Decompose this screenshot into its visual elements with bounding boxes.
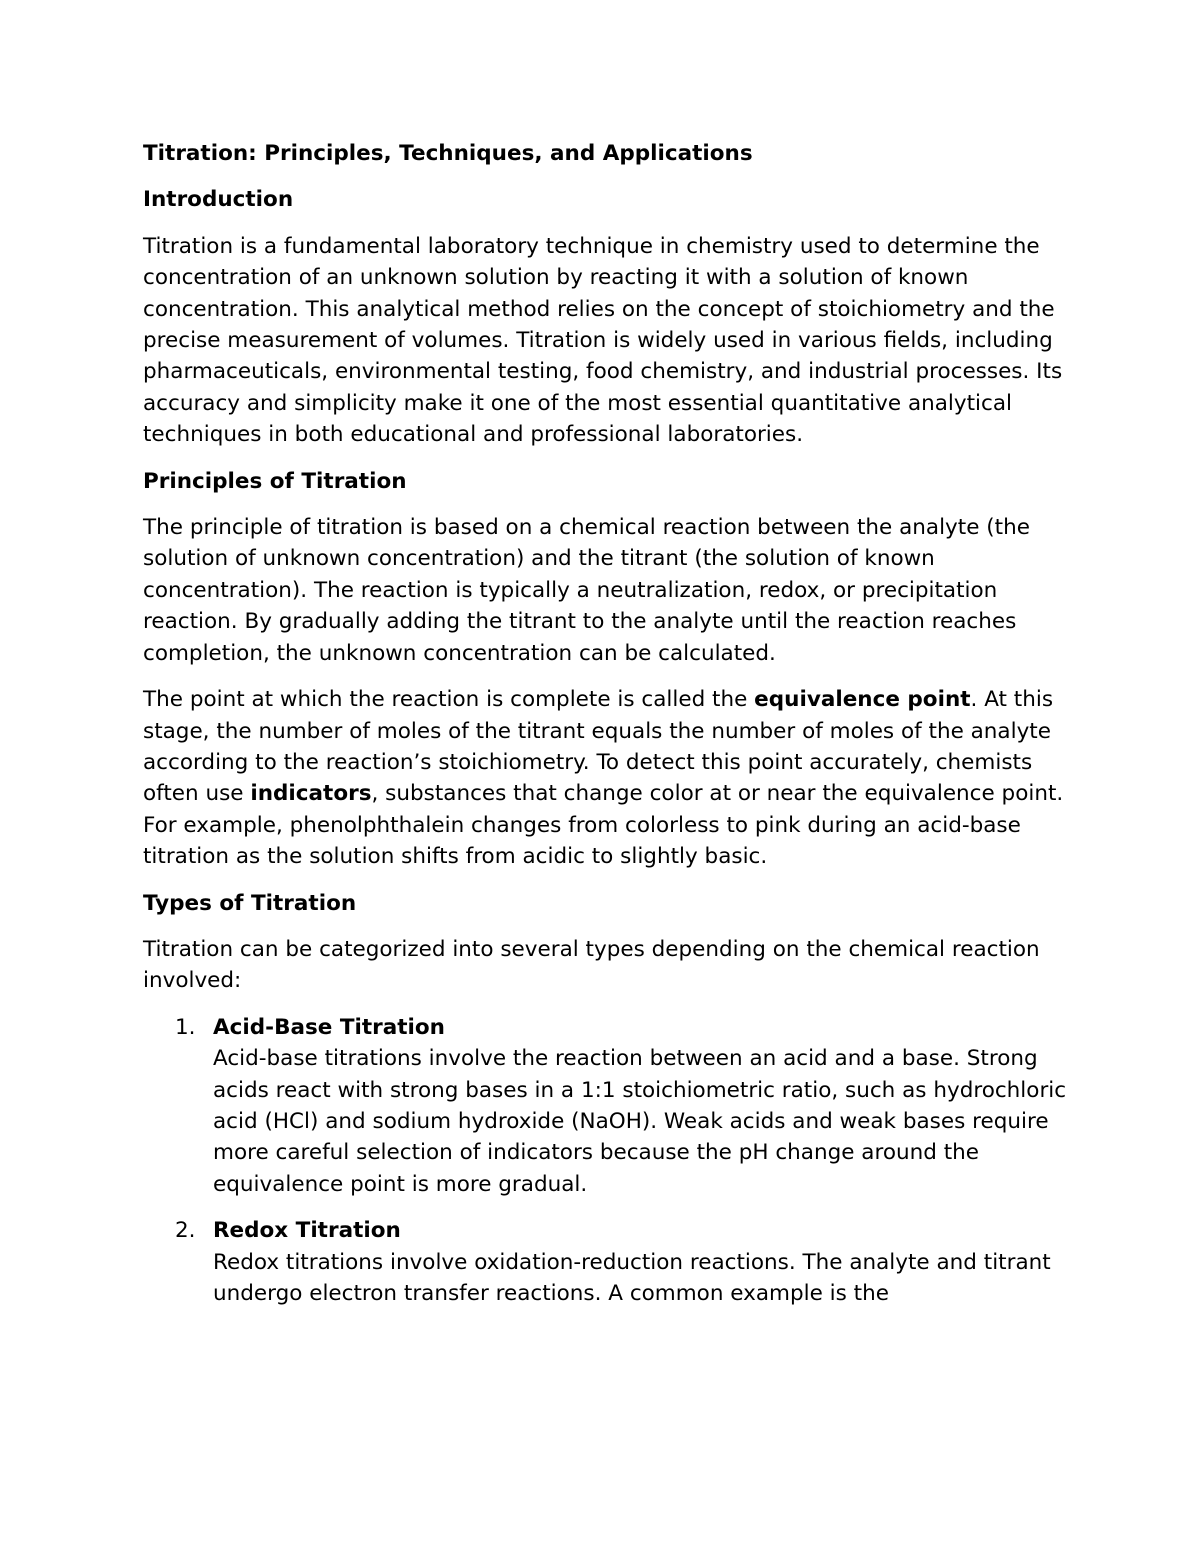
paragraph-text: The point at which the reaction is complete is called the — [143, 687, 755, 713]
equivalence-point-term: equivalence point — [754, 687, 971, 713]
types-intro-paragraph: Titration can be categorized into several types depending on the chemical reaction involved: — [143, 936, 1040, 994]
list-item-title: Redox Titration — [213, 1218, 401, 1244]
types-heading: Types of Titration — [143, 890, 357, 916]
document-title: Titration: Principles, Techniques, and Applications — [143, 141, 753, 166]
paragraph-text: , substances that change color at or near the equivalence point. For example, phenolphthalein changes from colorless to pink during an acid-base titration as the solution shifts from acidic to slightly basic. — [143, 781, 1064, 870]
document-page — [143, 138, 1073, 1324]
titration-types-list — [143, 1012, 1073, 1310]
list-item-number: 2. — [175, 1218, 196, 1244]
introduction-heading: Introduction — [143, 187, 294, 213]
list-item — [143, 1215, 1073, 1309]
list-item — [143, 1012, 1073, 1200]
list-item-body: Redox titrations involve oxidation-reduction reactions. The analyte and titrant undergo electron transfer reactions. A common example is the — [213, 1249, 1051, 1306]
list-item-body: Acid-base titrations involve the reaction between an acid and a base. Strong acids react with strong bases in a 1:1 stoichiometric ratio, such as hydrochloric acid (HCl) and sodium hydroxide (NaOH). Weak acids and weak bases require more careful selection of indicators because the pH change around the equivalence point is more gradual. — [213, 1046, 1067, 1197]
principles-paragraph-2 — [143, 684, 1073, 872]
indicators-term: indicators — [250, 781, 372, 807]
principles-heading: Principles of Titration — [143, 468, 407, 494]
list-item-title: Acid-Base Titration — [213, 1014, 445, 1040]
list-item-number: 1. — [175, 1014, 196, 1040]
paragraph-text: . At this stage, the number of moles of the titrant equals the number of moles of the analyte according to the reaction’s stoichiometry. To detect this point accurately, chemists often use — [143, 687, 1054, 807]
introduction-paragraph: Titration is a fundamental laboratory technique in chemistry used to determine the concentration of an unknown solution by reacting it with a solution of known concentration. This analytical method relies on the concept of stoichiometry and the precise measurement of volumes. Titration is widely used in various fields, including pharmaceuticals, environmental testing, food chemistry, and industrial processes. Its accuracy and simplicity make it one of the most essential quantitative analytical techniques in both educational and professional laboratories. — [143, 233, 1063, 448]
principles-paragraph-1: The principle of titration is based on a chemical reaction between the analyte (the solution of unknown concentration) and the titrant (the solution of known concentration). The reaction is typically a neutralization, redox, or precipitation reaction. By gradually adding the titrant to the analyte until the reaction reaches completion, the unknown concentration can be calculated. — [143, 515, 1030, 666]
